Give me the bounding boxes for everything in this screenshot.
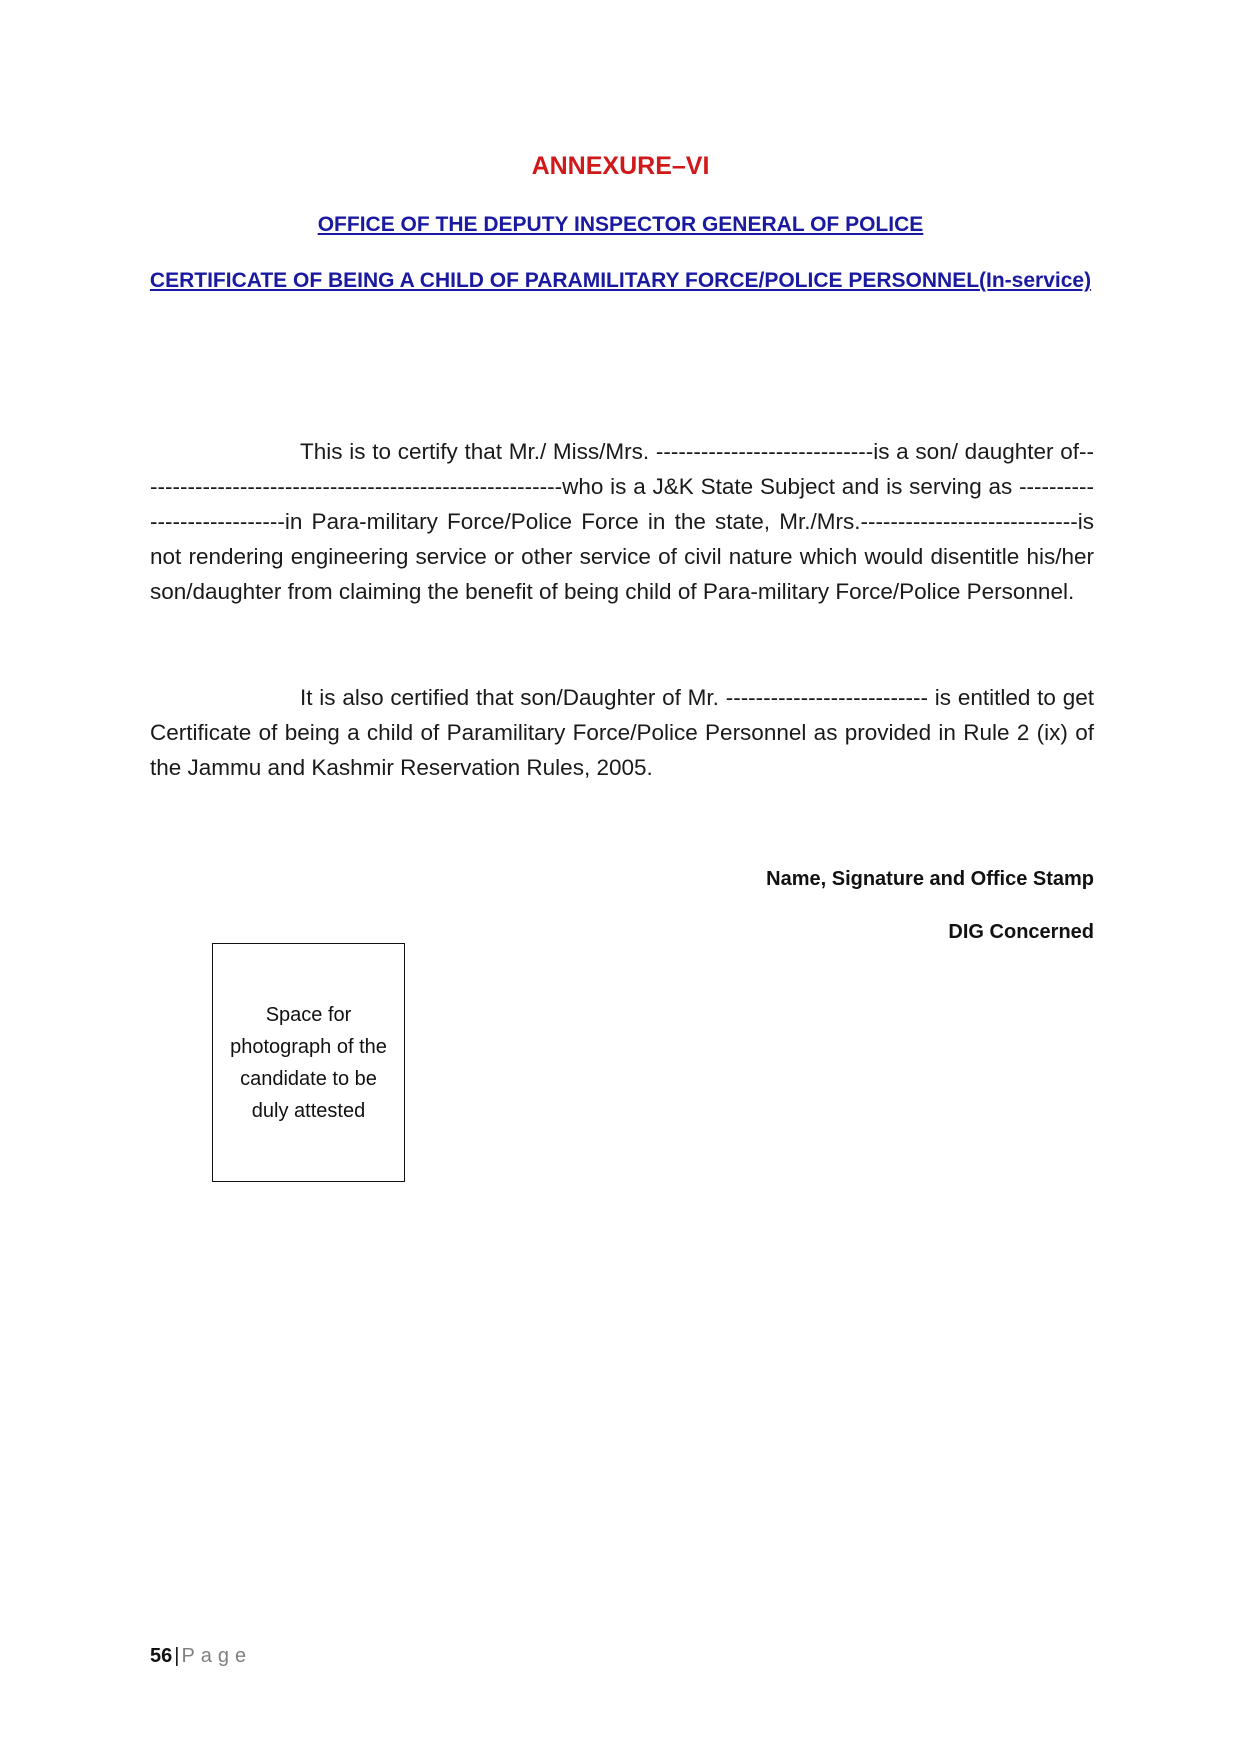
parent-name-blank: --------------------------------------------------------- bbox=[150, 439, 1095, 499]
photograph-box-text: Space for photograph of the candidate to be duly attested bbox=[230, 1003, 387, 1122]
designation-blank: ---------------------------- bbox=[150, 474, 1094, 534]
page-number: 56 bbox=[150, 1645, 173, 1667]
para2-text-a: It is also certified that son/Daughter of Mr. bbox=[300, 685, 726, 710]
page-footer bbox=[150, 1645, 252, 1668]
para1-text-d: in Para-military Force/Police Force in the state, Mr./Mrs. bbox=[284, 509, 861, 534]
officer-name-blank: ----------------------------- bbox=[860, 509, 1078, 534]
footer-separator: | bbox=[174, 1645, 180, 1667]
certification-paragraph-2 bbox=[150, 680, 1094, 785]
annexure-title: ANNEXURE–VI bbox=[531, 152, 710, 180]
para1-text-a: This is to certify that Mr./ Miss/Mrs. bbox=[300, 439, 656, 464]
photograph-box bbox=[212, 943, 405, 1182]
para1-text-e: is not rendering engineering service or other service of civil nature which would disentitle his/her son/daughter from claiming the benefit of being child of Para-military Force/Police Personnel. bbox=[150, 509, 1094, 604]
name-blank: ----------------------------- bbox=[655, 439, 874, 464]
para1-text-b: is a son/ daughter of bbox=[873, 439, 1080, 464]
certification-paragraph-1 bbox=[150, 434, 1094, 609]
father-name-blank: --------------------------- bbox=[725, 685, 929, 710]
para2-text-b: is entitled to get Certificate of being a child of Paramilitary Force/Police Personnel as provided in Rule 2 (ix) of the Jammu and Kashmir Reservation Rules, 2005. bbox=[150, 685, 1094, 780]
signature-label: Name, Signature and Office Stamp bbox=[766, 868, 1094, 890]
page-label: Page bbox=[181, 1645, 253, 1667]
para1-text-c: who is a J&K State Subject and is serving as bbox=[562, 474, 1020, 499]
certificate-heading: CERTIFICATE OF BEING A CHILD OF PARAMILITARY FORCE/POLICE PERSONNEL(In-service) bbox=[149, 269, 1092, 292]
office-heading: OFFICE OF THE DEPUTY INSPECTOR GENERAL OF POLICE bbox=[317, 213, 924, 236]
dig-label: DIG Concerned bbox=[948, 921, 1094, 943]
